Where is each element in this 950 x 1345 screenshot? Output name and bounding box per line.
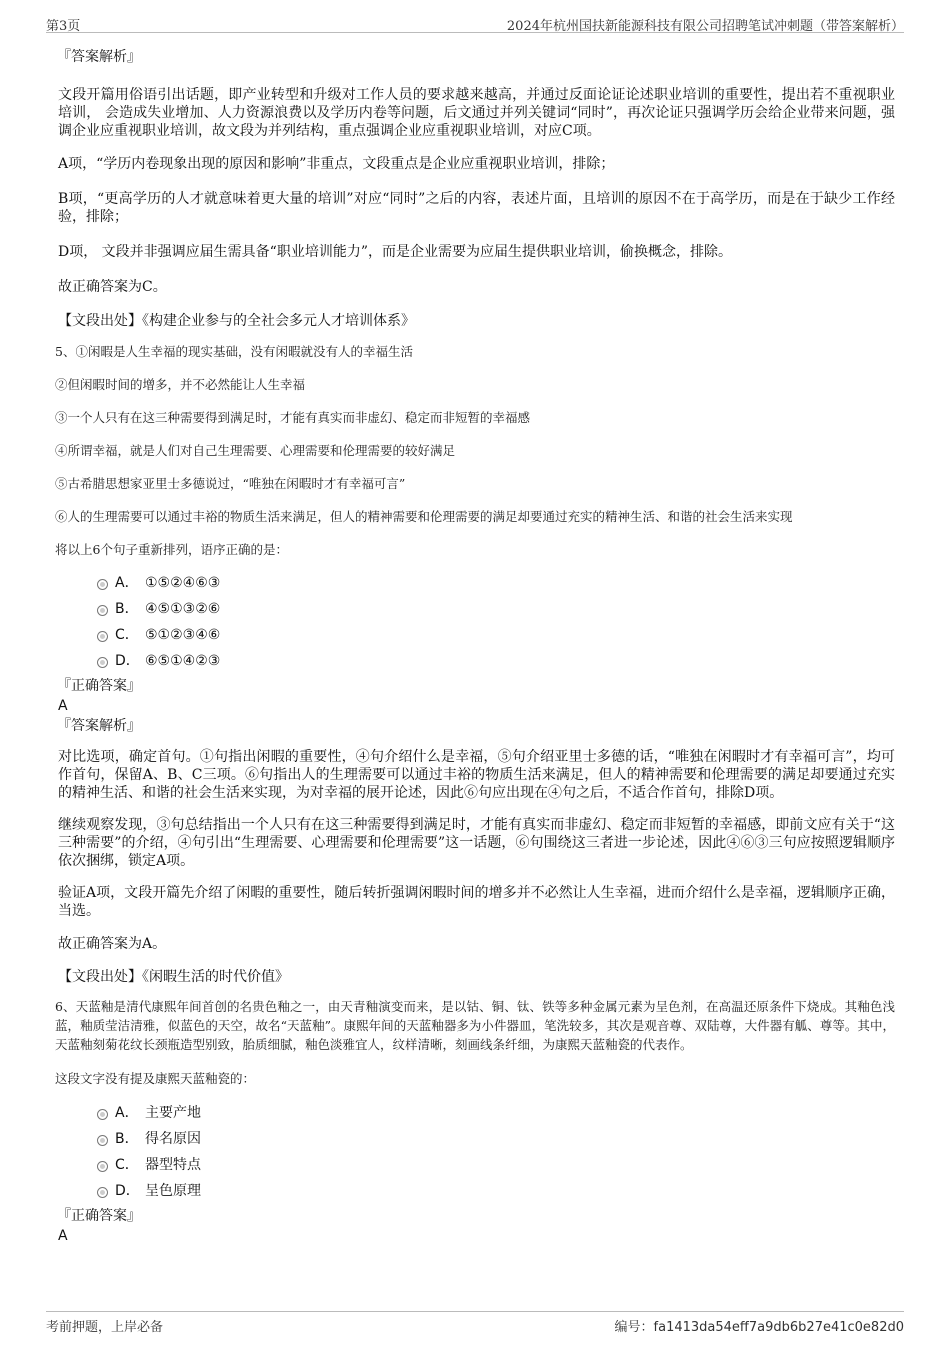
page-number: 第3页: [46, 19, 81, 34]
analysis-conclusion: 故正确答案为C。: [58, 279, 167, 295]
question-5-sentence: ⑥人的生理需要可以通过丰裕的物质生活来满足，但人的精神需要和伦理需要的满足却要通过充实的精神生活、和谐的社会生活来实现: [55, 509, 793, 524]
option-d[interactable]: D． 呈色原理: [55, 1181, 895, 1207]
analysis-paragraph: D项， 文段并非强调应届生需具备“职业培训能力”，而是企业需要为应届生提供职业培训，偷换概念，排除。: [58, 244, 732, 260]
page-footer: [46, 1311, 904, 1336]
radio-icon[interactable]: [97, 1135, 108, 1146]
radio-icon[interactable]: [97, 1187, 108, 1198]
radio-icon[interactable]: [97, 657, 108, 668]
radio-icon[interactable]: [97, 579, 108, 590]
analysis-paragraph: A项，“学历内卷现象出现的原因和影响”非重点，文段重点是企业应重视职业培训，排除；: [58, 156, 615, 172]
document-title: 2024年杭州国扶新能源科技有限公司招聘笔试冲刺题（带答案解析）: [506, 19, 904, 34]
question-6-stem: 6、天蓝釉是清代康熙年间首创的名贵色釉之一，由天青釉演变而来，是以钴、铜、钛、铁等多种金属元素为呈色剂，在高温还原条件下烧成。其釉色浅蓝，釉质莹洁清雅，似蓝色的天空，故名“天蓝釉”。康熙年间的天蓝釉器多为小件器皿，笔洗较多，其次是观音尊、双陆尊，大件器有觚、尊等。其中，天蓝釉刻菊花纹长颈瓶造型别致，胎质细腻，釉色淡雅宜人，纹样清晰，刻画线条纤细，为康熙天蓝釉瓷的代表作。: [55, 999, 895, 1052]
analysis-paragraph: 文段开篇用俗语引出话题，即产业转型和升级对工作人员的要求越来越高，并通过反面论证论述职业培训的重要性，提出若不重视职业培训， 会造成失业增加、人力资源浪费以及学历内卷等问题，后文通过并列关键词“同时”，再次论证只强调学历会给企业带来问题，强调企业应重视职业培训，故文段为并列结构，重点强调企业应重视职业培训，对应C项。: [58, 87, 895, 139]
question-6-prompt: 这段文字没有提及康熙天蓝釉瓷的：: [55, 1071, 256, 1086]
option-c[interactable]: C． 器型特点: [55, 1155, 895, 1181]
correct-answer-value: A: [58, 1228, 68, 1244]
option-a[interactable]: A． ①⑤②④⑥③: [55, 573, 895, 599]
analysis-paragraph: 验证A项，文段开篇先介绍了闲暇的重要性，随后转折强调闲暇时间的增多并不必然让人生幸福，进而介绍什么是幸福，逻辑顺序正确，当选。: [58, 885, 895, 919]
analysis-label: 『答案解析』: [57, 718, 141, 734]
source-note: 【文段出处】《闲暇生活的时代价值》: [58, 969, 289, 985]
page-header: [46, 12, 904, 33]
question-6-options: [55, 1103, 895, 1207]
analysis-paragraph: 继续观察发现，③句总结指出一个人只有在这三种需要得到满足时，才能有真实而非虚幻、稳定而非短暂的幸福感，即前文应有关于“这三种需要”的介绍，④句引出“生理需要、心理需要和伦理需要”这一话题，⑥句围绕这三者进一步论述，因此④⑥③三句应按照逻辑顺序依次捆绑，锁定A项。: [58, 817, 895, 869]
document-id: 编号：fa1413da54eff7a9db6b27e41c0e82d0: [614, 1320, 904, 1335]
analysis-conclusion: 故正确答案为A。: [58, 936, 167, 952]
radio-icon[interactable]: [97, 1161, 108, 1172]
question-5-prompt: 将以上6个句子重新排列，语序正确的是：: [55, 542, 288, 557]
question-5-sentence: ④所谓幸福，就是人们对自己生理需要、心理需要和伦理需要的较好满足: [55, 443, 456, 458]
correct-answer-label: 『正确答案』: [57, 1208, 141, 1224]
radio-icon[interactable]: [97, 605, 108, 616]
footer-slogan: 考前押题，上岸必备: [46, 1320, 164, 1335]
question-5-sentence: ⑤古希腊思想家亚里士多德说过，“唯独在闲暇时才有幸福可言”: [55, 476, 406, 491]
question-5-sentence: 5、①闲暇是人生幸福的现实基础，没有闲暇就没有人的幸福生活: [55, 344, 413, 359]
radio-icon[interactable]: [97, 1109, 108, 1120]
correct-answer-label: 『正确答案』: [57, 678, 141, 694]
analysis-label: 『答案解析』: [57, 49, 141, 65]
question-5-sentence: ③一个人只有在这三种需要得到满足时，才能有真实而非虚幻、稳定而非短暂的幸福感: [55, 410, 531, 425]
option-c[interactable]: C． ⑤①②③④⑥: [55, 625, 895, 651]
question-5-options: [55, 573, 895, 677]
option-b[interactable]: B． 得名原因: [55, 1129, 895, 1155]
option-a[interactable]: A． 主要产地: [55, 1103, 895, 1129]
question-5-sentence: ②但闲暇时间的增多，并不必然能让人生幸福: [55, 377, 306, 392]
analysis-paragraph: 对比选项，确定首句。①句指出闲暇的重要性，④句介绍什么是幸福，⑤句介绍亚里士多德的话，“唯独在闲暇时才有幸福可言”，均可作首句，保留A、B、C三项。⑥句指出人的生理需要可以通过丰裕的物质生活来满足，但人的精神需要和伦理需要的满足却要通过充实的精神生活、和谐的社会生活来实现，为对幸福的展开论述，因此⑥句应出现在④句之后，不适合作首句，排除D项。: [58, 749, 895, 801]
source-note: 【文段出处】《构建企业参与的全社会多元人才培训体系》: [58, 313, 415, 329]
option-d[interactable]: D． ⑥⑤①④②③: [55, 651, 895, 677]
option-b[interactable]: B． ④⑤①③②⑥: [55, 599, 895, 625]
correct-answer-value: A: [58, 698, 68, 714]
analysis-paragraph: B项，“更高学历的人才就意味着更大量的培训”对应“同时”之后的内容，表述片面，且培训的原因不在于高学历，而是在于缺少工作经验，排除；: [58, 191, 895, 225]
radio-icon[interactable]: [97, 631, 108, 642]
page-content: [55, 44, 895, 1245]
